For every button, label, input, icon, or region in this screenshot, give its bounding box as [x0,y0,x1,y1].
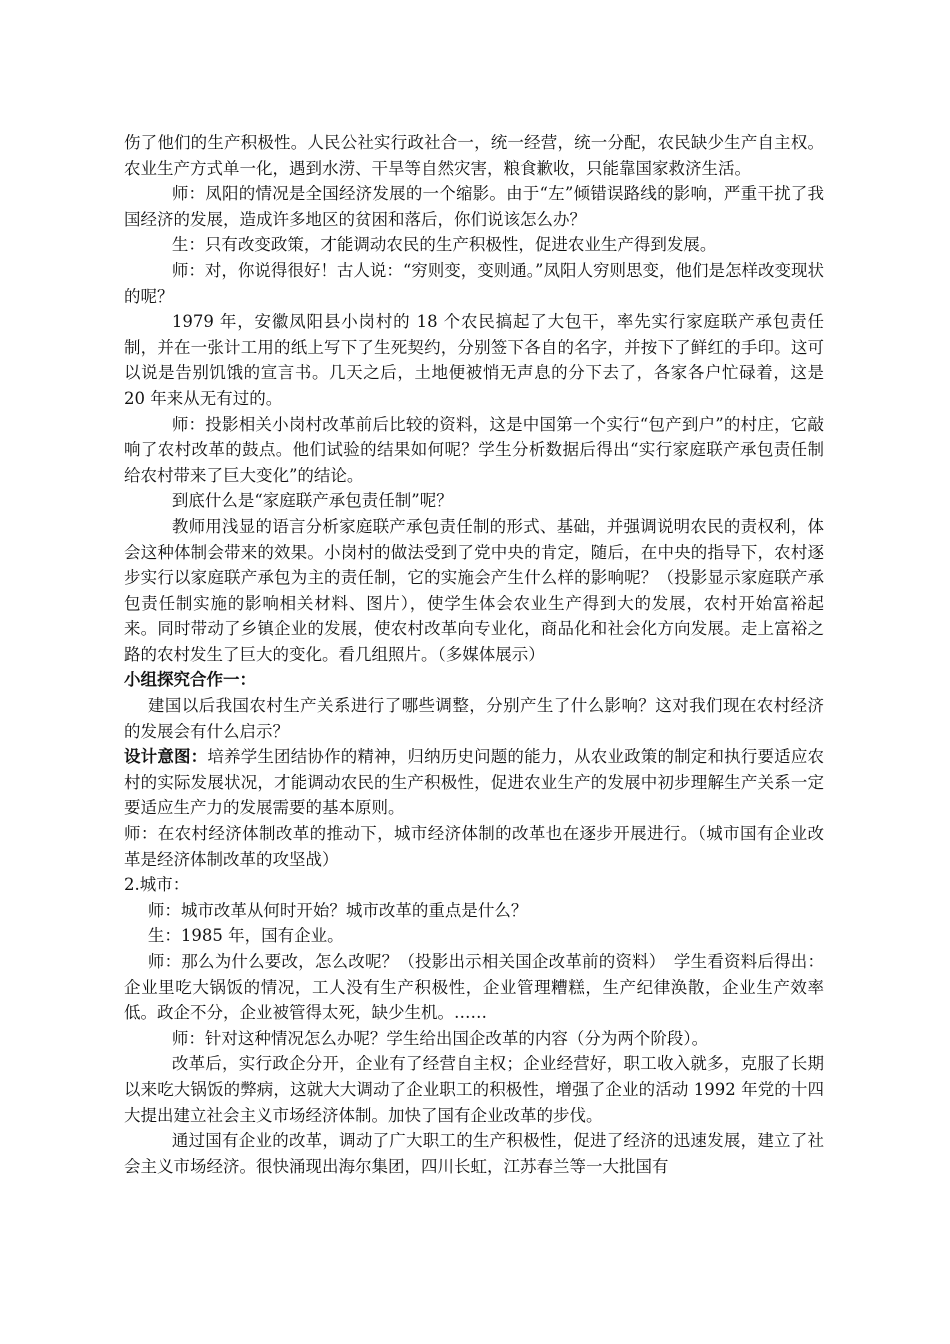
design-intent-label: 设计意图： [124,747,208,767]
section-heading-group-inquiry: 小组探究合作一： [124,670,256,690]
paragraph-10: 建国以后我国农村生产关系进行了哪些调整，分别产生了什么影响？这对我们现在农村经济的发展会有什么启示？ [124,696,824,741]
paragraph-12: 师：在农村经济体制改革的推动下，城市经济体制的改革也在逐步开展进行。（城市国有企业改革是经济体制改革的攻坚战） [124,824,824,869]
paragraph-15: 生：1985 年，国有企业。 [147,926,344,946]
paragraph-6: 师：投影相关小岗村改革前后比较的资料，这是中国第一个实行“包产到户”的村庄，它敲响了农村改革的鼓点。他们试验的结果如何呢？学生分析数据后得出“实行家庭联产承包责任制给农村带来了巨大变化”的结论。 [124,414,824,485]
paragraph-2: 师：凤阳的情况是全国经济发展的一个缩影。由于“左”倾错误路线的影响，严重干扰了我国经济的发展，造成许多地区的贫困和落后，你们说该怎么办？ [124,184,824,229]
paragraph-18: 改革后，实行政企分开，企业有了经营自主权；企业经营好，职工收入就多，克服了长期以来吃大锅饭的弊病，这就大大调动了企业职工的积极性，增强了企业的活动 1992 年党的十四大提出建立社会主义市场经济体制。加快了国有企业改革的步伐。 [124,1054,824,1125]
design-intent-text: 培养学生团结协作的精神，归纳历史问题的能力，从农业政策的制定和执行要适应农村的实际发展状况，才能调动农民的生产积极性，促进农业生产的发展中初步理解生产关系一定要适应生产力的发展需要的基本原则。 [124,747,825,818]
paragraph-14: 师：城市改革从何时开始？城市改革的重点是什么？ [147,900,528,920]
paragraph-4: 师：对，你说得很好！古人说：“穷则变，变则通。”凤阳人穷则思变，他们是怎样改变现状的呢？ [124,260,824,306]
paragraph-17: 师：针对这种情况怎么办呢？学生给出国企改革的内容（分为两个阶段）。 [171,1028,709,1048]
document-body [124,130,824,1179]
paragraph-19: 通过国有企业的改革，调动了广大职工的生产积极性，促进了经济的迅速发展，建立了社会主义市场经济。很快涌现出海尔集团，四川长虹，江苏春兰等一大批国有 [124,1131,824,1176]
paragraph-5: 1979 年，安徽凤阳县小岗村的 18 个农民搞起了大包干，率先实行家庭联产承包责任制，并在一张计工用的纸上写下了生死契约，分别签下各自的名字，并按下了鲜红的手印。这可以说是告别饥饿的宣言书。几天之后，土地便被悄无声息的分下去了，各家各户忙碌着，这是 20 年来从无有过的。 [124,312,824,408]
paragraph-7: 到底什么是“家庭联产承包责任制”呢？ [171,491,453,511]
paragraph-1: 伤了他们的生产积极性。人民公社实行政社合一，统一经营，统一分配，农民缺少生产自主权。农业生产方式单一化，遇到水涝、干旱等自然灾害，粮食歉收，只能靠国家救济生活。 [124,133,824,178]
design-intent-paragraph [124,744,824,821]
subsection-city: 2.城市： [124,875,190,895]
paragraph-16: 师：那么为什么要改，怎么改呢？（投影出示相关国企改革前的资料） 学生看资料后得出：企业里吃大锅饭的情况，工人没有生产积极性，企业管理糟糕，生产纪律涣散，企业生产效率低。政企不分，企业被管得太死，缺少生机。…… [124,952,824,1023]
paragraph-3: 生：只有改变政策，才能调动农民的生产积极性，促进农业生产得到发展。 [171,235,717,255]
paragraph-8: 教师用浅显的语言分析家庭联产承包责任制的形式、基础，并强调说明农民的责权利，体会这种体制会带来的效果。小岗村的做法受到了党中央的肯定，随后，在中央的指导下，农村逐步实行以家庭联产承包为主的责任制，它的实施会产生什么样的影响呢？（投影显示家庭联产承包责任制实施的影响相关材料、图片），使学生体会农业生产得到大的发展，农村开始富裕起来。同时带动了乡镇企业的发展，使农村改革向专业化，商品化和社会化方向发展。走上富裕之路的农村发生了巨大的变化。看几组照片。（多媒体展示） [124,516,824,664]
